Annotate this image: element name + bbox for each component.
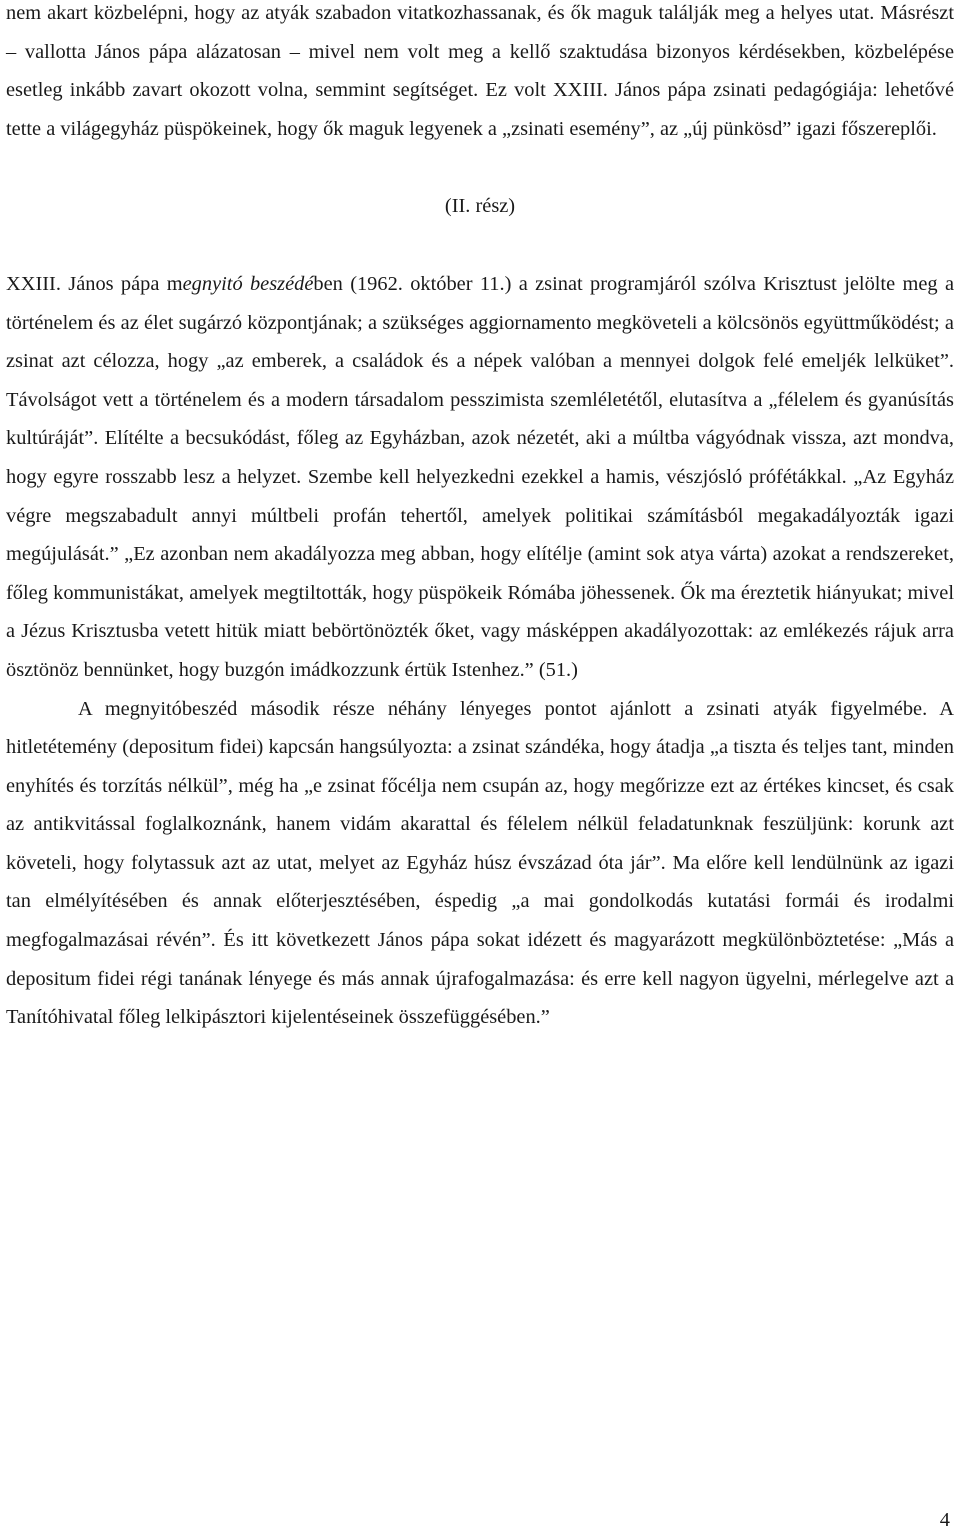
body-paragraph-2: A megnyitóbeszéd második része néhány lényeges pontot ajánlott a zsinati atyák figyelmébe. A hitletétemény (depositum fidei) kapcsán hangsúlyozta: a zsinat szándéka, hogy átadja „a tiszta és teljes tant, minden enyhítés és torzítás nélkül”, még ha „e zsinat főcélja nem csupán az, hogy megőrizze ezt az értékes kincset, és csak az antikvitással foglalkoznánk, hanem vidám akarattal és félelem nélkül feladatunknak feszüljünk: korunk azt követeli, hogy folytassuk azt az utat, melyet az Egyház húsz évszázad óta jár”. Ma előre kell lendülnünk az igazi tan elmélyítésében és annak előterjesztésében, éspedig „a mai gondolkodás kutatási formái és irodalmi megfogalmazásai révén”. És itt következett János pápa sokat idézett és magyarázott megkülönböztetése: „Más a depositum fidei régi tanának lényege és más annak újrafogalmazása: és erre kell nagyon ügyelni, mérlegelve azt a Tanítóhivatal főleg lelkipásztori kijelentéseinek összefüggésében.” xyxy=(6,697,954,1029)
part-heading: (II. rész) xyxy=(444,195,516,218)
page-number: 4 xyxy=(939,1509,950,1531)
document-page xyxy=(6,0,954,1037)
paragraph-1-rest: ben (1962. október 11.) a zsinat programjáról szólva Krisztust jelölte meg a történelem és az élet sugárzó központjának; a szükséges aggiornamento megköveteli a kölcsönös együttműködést; a zsinat azt célozza, hogy „az emberek, a családok és a népek valóban a mennyei dolgok felé emeljék lelküket”. Távolságot vett a történelem és a modern társadalom pesszimista szemléletétől, elutasítva a „félelem és gyanúsítás kultúráját”. Elítélte a becsukódást, főleg az Egyházban, azok nézetét, aki a múltba vágyódnak vissza, azt mondva, hogy egyre rosszabb lesz a helyzet. Szembe kell helyezkedni ezekkel a hamis, vészjósló prófétákkal. „Az Egyház végre megszabadult annyi múltbeli profán tehertől, amelyek politikai számításból megakadályozták igazi megújulását.” „Ez azonban nem akadályozza meg abban, hogy elítélje (amint sok atya várta) azokat a rendszereket, főleg kommunistákat, amelyek megtiltották, hogy püspökeik Rómába jöhessenek. Ők ma éreztetik hiányukat; mivel a Jézus Krisztusba vetett hitük miatt bebörtönözték őket, vagy másképpen akadályozottak: az emlékezés rájuk arra ösztönöz bennünket, hogy buzgón imádkozzunk értük Istenhez.” (51.) xyxy=(6,272,954,681)
body-paragraph-1 xyxy=(6,265,954,690)
paragraph-1-lead: XXIII. János pápa m xyxy=(6,272,183,295)
intro-paragraph: nem akart közbelépni, hogy az atyák szabadon vitatkozhassanak, és ők maguk találják meg a helyes utat. Másrészt – vallotta János pápa alázatosan – mivel nem volt meg a kellő szaktudása bizonyos kérdésekben, közbelépése esetleg inkább zavart okozott volna, semmint segítséget. Ez volt XXIII. János pápa zsinati pedagógiája: lehetővé tette a világegyház püspökeinek, hogy ők maguk legyenek a „zsinati esemény”, az „új pünkösd” igazi főszereplői. xyxy=(6,2,954,140)
paragraph-1-emphasis: egnyitó beszédé xyxy=(182,272,314,295)
